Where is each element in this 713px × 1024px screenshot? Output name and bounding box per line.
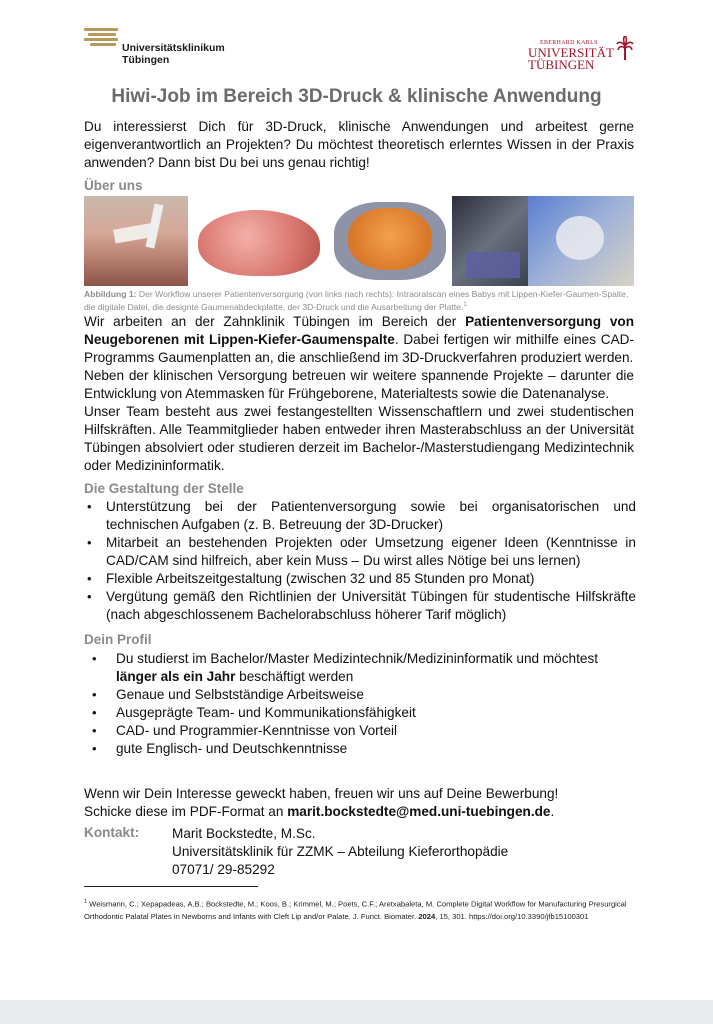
intraoral-scan-photo [84, 196, 188, 286]
closing-text [84, 785, 636, 821]
digital-file-image [188, 196, 328, 286]
ukt-logo-text: Universitätsklinikum Tübingen [122, 42, 225, 66]
list-item: • Flexible Arbeitszeitgestaltung (zwischen 32 und 85 Stunden pro Monat) [84, 570, 636, 588]
section-heading-profile: Dein Profil [84, 632, 152, 647]
plate-finishing-photo [528, 196, 634, 286]
section-heading-about: Über uns [84, 178, 143, 193]
designed-plate-image [328, 196, 452, 286]
ukt-logo-mark-icon [84, 28, 120, 50]
contact-details [172, 825, 508, 879]
email-link[interactable]: marit.bockstedte@med.uni-tuebingen.de [287, 804, 551, 819]
contact-label: Kontakt: [84, 825, 140, 840]
closing-line-1: Wenn wir Dein Interesse geweckt haben, freuen wir uns auf Deine Bewerbung! [84, 786, 559, 801]
university-logo-name: UNIVERSITÄT TÜBINGEN [528, 45, 614, 72]
contact-department: Universitätsklinik für ZZMK – Abteilung Kieferorthopädie [172, 844, 509, 859]
figure-caption [84, 289, 636, 312]
list-item: • Ausgeprägte Team- und Kommunikationsfähigkeit [84, 704, 636, 722]
palm-tree-icon [616, 36, 634, 60]
workflow-figure [84, 196, 634, 286]
contact-name: Marit Bockstedte, M.Sc. [172, 826, 316, 841]
about-paragraph-2: Neben der klinischen Versorgung betreuen wir weitere spannende Projekte – darunter die Entwicklung von Atemmasken für Frühgeborene, Materialtests sowie die Datenanalyse. [84, 368, 634, 401]
university-logo [528, 40, 638, 70]
caption-label: Abbildung 1: [84, 289, 137, 299]
list-item: • Du studierst im Bachelor/Master Medizintechnik/Medizininformatik und möchtest länger als ein Jahr beschäftigt werden [84, 650, 636, 686]
closing-line-2: Schicke diese im PDF-Format an marit.bockstedte@med.uni-tuebingen.de. [84, 804, 555, 819]
3d-printing-photo [452, 196, 528, 286]
list-item: • Unterstützung bei der Patientenversorgung sowie bei organisatorischen und technischen Aufgaben (z. B. Betreuung der 3D-Drucker) [84, 498, 636, 534]
ukt-logo [82, 26, 242, 70]
viewer-background [0, 1000, 713, 1024]
about-paragraph-3: Unser Team besteht aus zwei festangestellten Wissenschaftlern und zwei studentischen Hilfskräften. Alle Teammitglieder haben entweder ihren Masterabschluss an der Universität Tübingen absolviert oder studieren derzeit im Bachelor-/Masterstudiengang Medizintechnik oder Medizininformatik. [84, 404, 634, 473]
university-logo-small-text: EBERHARD KARLS [540, 40, 598, 46]
footnote: $^1$ Weismann, C.; Xepapadeas, A.B.; Bockstedte, M.; Koos, B.; Krimmel, M.; Poets, C.F.; Aretxabaleta, M. Complete Digital Workflow for Manufacturing Presurgical Orthodontic Palatal Plates in Newborns and Infants with Cleft Lip and/or Palate. J. Funct. Biomater. 2024, 15, 301. https://doi.org/10.3390/jfb15100301 [84, 899, 627, 921]
about-text [84, 313, 634, 475]
list-item: • CAD- und Programmier-Kenntnisse von Vorteil [84, 722, 636, 740]
page-title: Hiwi-Job im Bereich 3D-Druck & klinische Anwendung [111, 86, 602, 107]
intro-paragraph: Du interessierst Dich für 3D-Druck, klinische Anwendungen und arbeitest gerne eigenverantwortlich an Projekten? Du möchtest theoretisch erlerntes Wissen in der Praxis anwenden? Dann bist Du bei uns genau richtig! [84, 119, 634, 170]
caption-text: Der Workflow unserer Patientenversorgung (von links nach rechts): Intraoralscan eines Babys mit Lippen-Kiefer-Gaumen-Spalte, die digitale Datei, die designte Gaumenabdeckplatte, der 3D-Druck und die Ausarbeitung der Platte. [84, 289, 629, 312]
section-heading-position: Die Gestaltung der Stelle [84, 481, 244, 496]
position-list [84, 498, 636, 624]
list-item: • Mitarbeit an bestehenden Projekten oder Umsetzung eigener Ideen (Kenntnisse in CAD/CAM sind hilfreich, aber kein Muss – Du wirst alles Nötige bei uns lernen) [84, 534, 636, 570]
about-paragraph-1: Wir arbeiten an der Zahnklinik Tübingen im Bereich der Patientenversorgung von Neugeborenen mit Lippen-Kiefer-Gaumenspalte. Dabei fertigen wir mithilfe eines CAD-Programms Gaumenplatten an, die anschließend im 3D-Druckverfahren produziert werden. [84, 314, 634, 365]
list-item: • gute Englisch- und Deutschkenntnisse [84, 740, 636, 758]
list-item: • Vergütung gemäß den Richtlinien der Universität Tübingen für studentische Hilfskräfte (nach abgeschlossenem Bachelorabschluss höherer Tarif möglich) [84, 588, 636, 624]
caption-footnote-ref: 1 [463, 301, 467, 308]
profile-list [84, 650, 636, 758]
contact-phone: 07071/ 29-85292 [172, 862, 275, 877]
footnote-divider [84, 886, 258, 887]
list-item: • Genaue und Selbstständige Arbeitsweise [84, 686, 636, 704]
